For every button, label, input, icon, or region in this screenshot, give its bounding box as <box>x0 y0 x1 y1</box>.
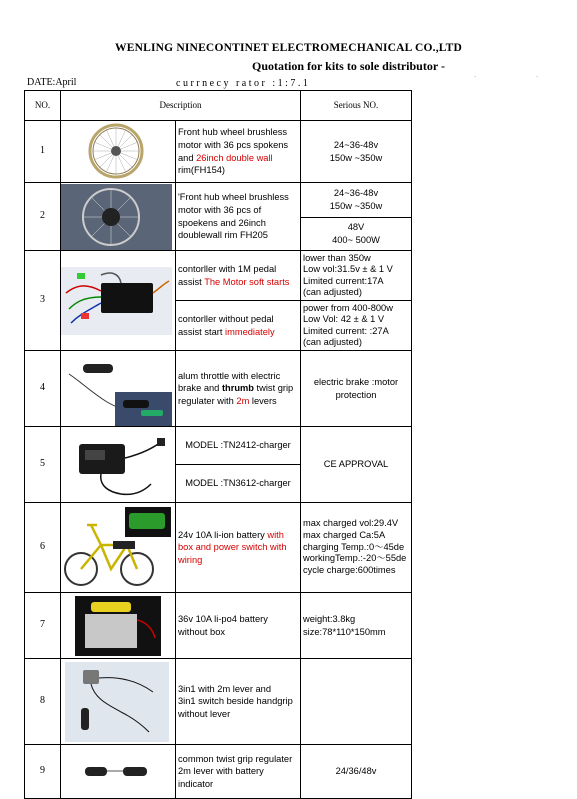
col-header-no: NO. <box>25 91 61 121</box>
spec-cell: power from 400-800w Low Vol: 42 ± & 1 V Limited current: :27A (can adjusted) <box>301 301 412 351</box>
table-row <box>25 745 412 799</box>
table-row <box>25 183 412 218</box>
description-cell: 3in1 with 2m lever and 3in1 switch beside handgrip without lever <box>176 659 301 745</box>
description-cell: 36v 10A li-po4 battery without box <box>176 593 301 659</box>
spec-cell: lower than 350w Low vol:31.5v ± & 1 V Limited current:17A (can adjusted) <box>301 251 412 301</box>
spec-cell: 48V 400~ 500W <box>301 218 412 251</box>
quotation-subtitle: Quotation for kits to sole distributor - <box>252 59 445 73</box>
row-number: 3 <box>25 251 61 351</box>
table-row <box>25 659 412 745</box>
wheel-photo <box>61 121 176 183</box>
row-number: 2 <box>25 183 61 251</box>
spec-cell: CE APPROVAL <box>301 427 412 503</box>
col-header-serial: Serious NO. <box>301 91 412 121</box>
company-name: WENLING NINECONTINET ELECTROMECHANICAL CO.,LTD <box>115 42 462 54</box>
row-number: 6 <box>25 503 61 593</box>
row-number: 8 <box>25 659 61 745</box>
spec-cell: electric brake :motor protection <box>301 351 412 427</box>
spec-cell: 24~36-48v 150w ~350w <box>301 183 412 218</box>
mark-dot: . <box>474 70 477 79</box>
description-cell: 'Front hub wheel brushless motor with 36 pcs of spoekens and 26inch doublewall rim FH205 <box>176 183 301 251</box>
row-number: 9 <box>25 745 61 799</box>
spec-cell: max charged vol:29.4V max charged Ca:5A charging Temp.:0～45de workingTemp.:-20～55de cycle charge:600times <box>301 503 412 593</box>
hub-motor-photo <box>61 183 176 251</box>
description-cell: MODEL :TN2412-charger <box>176 427 301 465</box>
description-cell: MODEL :TN3612-charger <box>176 465 301 503</box>
ebike-photo <box>61 503 176 593</box>
description-cell: contorller without pedal assist start immediately <box>176 301 301 351</box>
throttle-photo <box>61 351 176 427</box>
row-number: 4 <box>25 351 61 427</box>
table-row <box>25 593 412 659</box>
spec-cell: weight:3.8kg size:78*110*150mm <box>301 593 412 659</box>
row-number: 5 <box>25 427 61 503</box>
table-row <box>25 251 412 301</box>
table-row <box>25 427 412 465</box>
table-header-row <box>25 91 412 121</box>
spec-cell <box>301 659 412 745</box>
twist-grip-photo <box>61 745 176 799</box>
row-number: 7 <box>25 593 61 659</box>
switch-handgrip-photo <box>61 659 176 745</box>
battery-photo <box>61 593 176 659</box>
description-cell: contorller with 1M pedal assist The Motor soft starts <box>176 251 301 301</box>
description-cell: Front hub wheel brushless motor with 36 pcs spokens and 26inch double wall rim(FH154) <box>176 121 301 183</box>
currency-rate: currnecy rator :1:7.1 <box>176 78 311 89</box>
table-row <box>25 503 412 593</box>
table-row <box>25 121 412 183</box>
table-row <box>25 351 412 427</box>
description-cell: alum throttle with electric brake and thrumb twist grip regulater with 2m levers <box>176 351 301 427</box>
description-cell: 24v 10A li-ion battery with box and power switch with wiring <box>176 503 301 593</box>
controller-photo <box>61 251 176 351</box>
spec-cell: 24~36-48v 150w ~350w <box>301 121 412 183</box>
quotation-table <box>24 90 412 799</box>
date-label: DATE:April <box>27 77 77 88</box>
charger-photo <box>61 427 176 503</box>
mark-dot: . <box>536 70 539 79</box>
col-header-description: Description <box>61 91 301 121</box>
description-cell: common twist grip regulater 2m lever with battery indicator <box>176 745 301 799</box>
row-number: 1 <box>25 121 61 183</box>
spec-cell: 24/36/48v <box>301 745 412 799</box>
